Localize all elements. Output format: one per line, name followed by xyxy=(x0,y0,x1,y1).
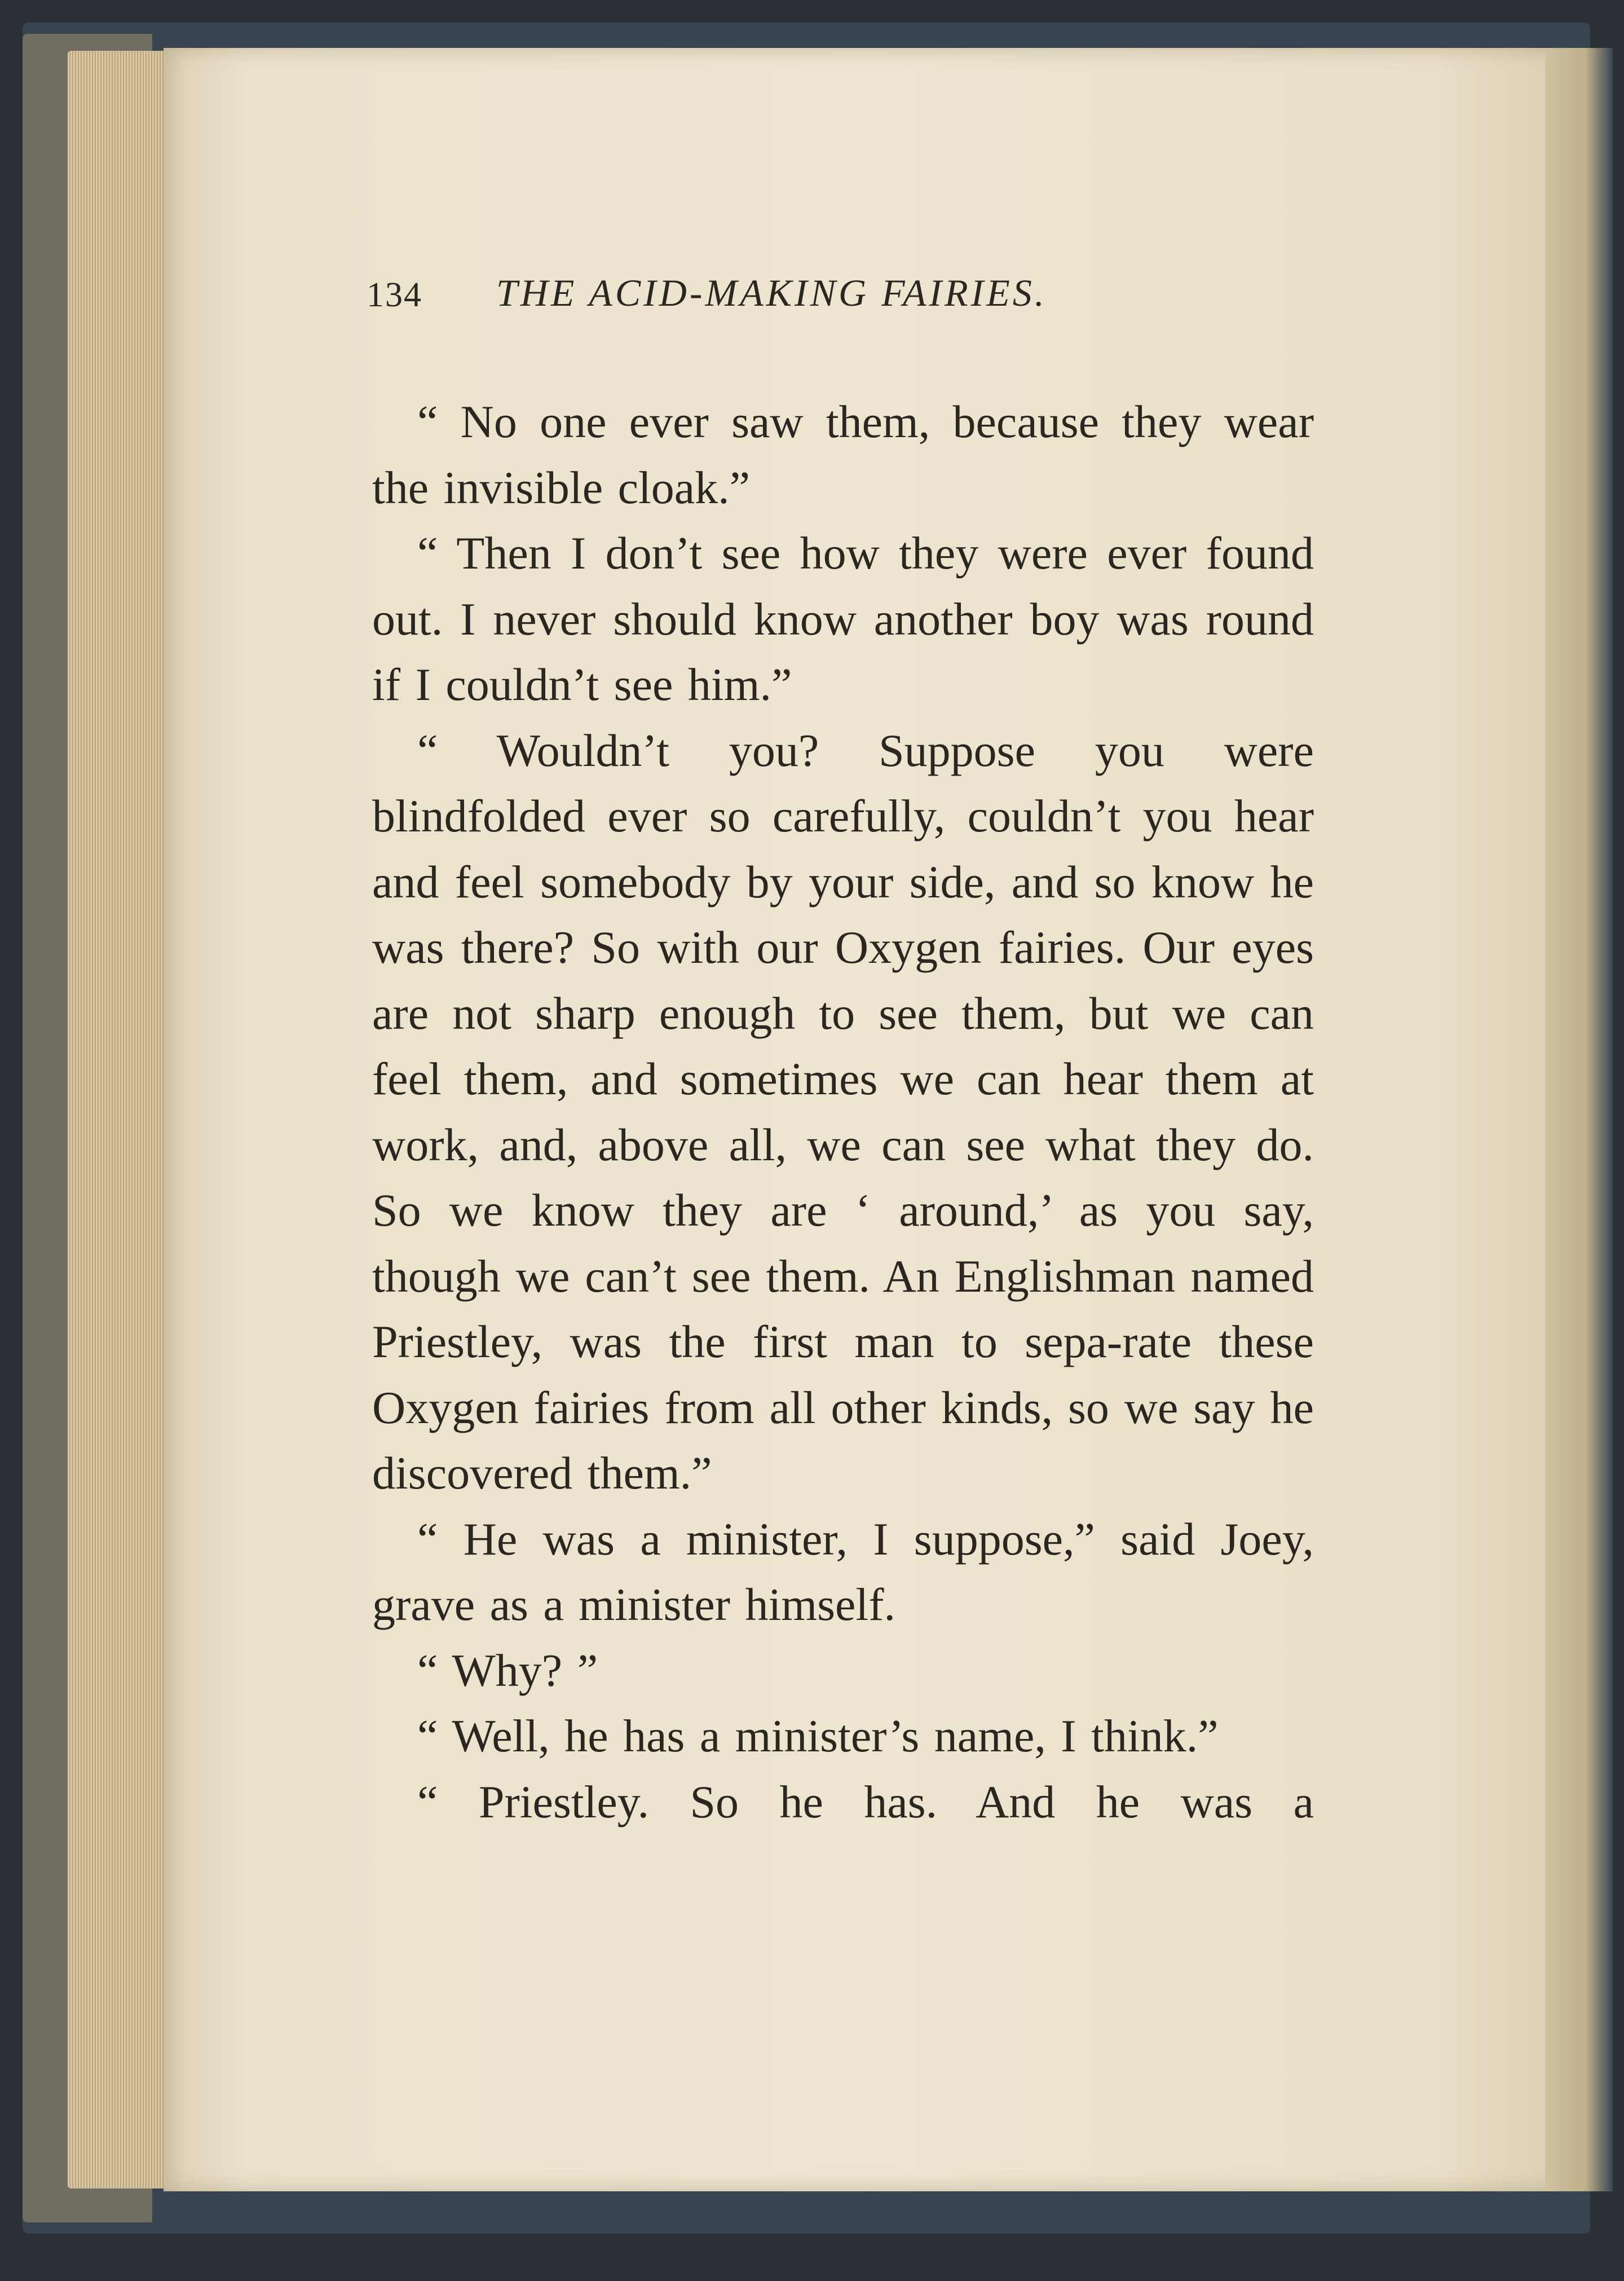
paragraph: “ Then I don’t see how they were ever found out. I never should know another boy was round if I couldn’t see him.” xyxy=(372,527,1314,710)
running-title: THE ACID-MAKING FAIRIES. xyxy=(496,271,1047,314)
paragraph: “ Well, he has a minister’s name, I think.” xyxy=(417,1710,1219,1762)
paragraph: “ Why? ” xyxy=(417,1644,598,1696)
book-gutter xyxy=(1545,48,1613,2191)
page-header xyxy=(367,265,1410,338)
paragraph: “ No one ever saw them, because they wear the invisible cloak.” xyxy=(372,396,1314,513)
paragraph: “ Priestley. So he has. And he was a xyxy=(417,1776,1314,1828)
paragraph: “ Wouldn’t you? Suppose you were blindfolded ever so carefully, couldn’t you hear and feel somebody by your side, and so know he was there? So with our Oxygen fairies. Our eyes are not sharp enough to see them, but we can feel them, and sometimes we can hear them at work, and, above all, we can see what they do. So we know they are ‘ around,’ as you say, though we can’t see them. An Englishman named Priestley, was the first man to sepa-rate these Oxygen fairies from all other kinds, so we say he discovered them.” xyxy=(372,724,1314,1499)
page-number: 134 xyxy=(367,276,422,314)
paragraph: “ He was a minister, I suppose,” said Joey, grave as a minister himself. xyxy=(372,1513,1314,1630)
body-text xyxy=(372,389,1314,1835)
